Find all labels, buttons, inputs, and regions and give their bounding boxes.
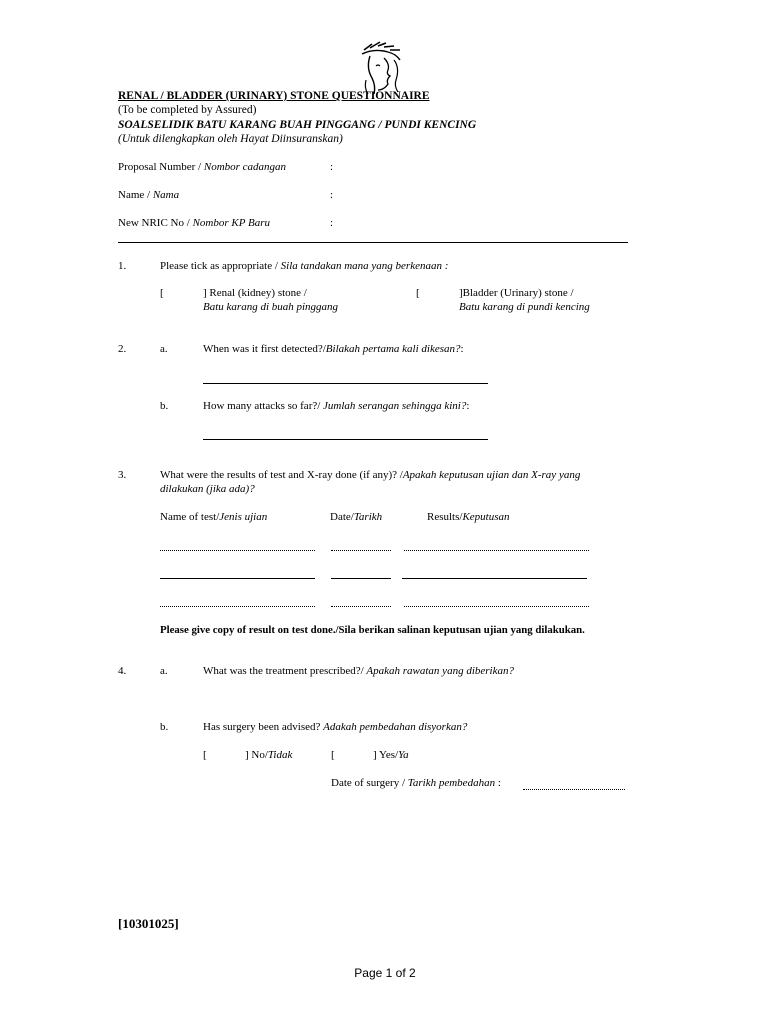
q2-number: 2. xyxy=(118,343,127,355)
q4b-label: b. xyxy=(160,721,169,733)
attacks-count-input[interactable] xyxy=(203,439,488,440)
copy-result-note: Please give copy of result on test done./Sila berikan salinan keputusan ujian yang dilakukan. xyxy=(160,624,585,636)
form-title-malay: SOALSELIDIK BATU KARANG BUAH PINGGANG / PUNDI KENCING xyxy=(118,119,477,131)
test-date-input-3[interactable] xyxy=(331,606,391,607)
first-detected-input[interactable] xyxy=(203,383,488,384)
nric-colon: : xyxy=(330,217,334,229)
form-title: RENAL / BLADDER (URINARY) STONE QUESTIONNAIRE xyxy=(118,90,430,102)
test-result-input-3[interactable] xyxy=(404,606,589,607)
form-subtitle: (To be completed by Assured) xyxy=(118,104,257,116)
surgery-yes-checkbox[interactable]: [ xyxy=(331,749,335,761)
name-input[interactable] xyxy=(342,186,622,204)
surgery-yes-label: ] Yes/Ya xyxy=(373,749,409,761)
q3-text-line1: What were the results of test and X-ray done (if any)? /Apakah keputusan ujian dan X-ray yang xyxy=(160,469,581,481)
q1-text: Please tick as appropriate / Sila tandakan mana yang berkenaan : xyxy=(160,260,449,272)
bladder-stone-label-malay: Batu karang di pundi kencing xyxy=(459,301,590,313)
test-result-input-1[interactable] xyxy=(404,550,589,551)
renal-stone-label-malay: Batu karang di buah pinggang xyxy=(203,301,339,313)
test-date-header: Date/Tarikh xyxy=(330,511,383,523)
test-name-input-1[interactable] xyxy=(160,550,315,551)
q4a-text: What was the treatment prescribed?/ Apakah rawatan yang diberikan? xyxy=(203,665,514,677)
header-divider xyxy=(118,242,628,243)
proposal-number-input[interactable] xyxy=(342,158,622,176)
page-number: Page 1 of 2 xyxy=(354,966,416,980)
nric-label: New NRIC No / Nombor KP Baru xyxy=(118,217,270,229)
bladder-stone-checkbox[interactable]: [ xyxy=(416,287,420,299)
form-subtitle-malay: (Untuk dilengkapkan oleh Hayat Diinsuranskan) xyxy=(118,133,343,145)
q1-number: 1. xyxy=(118,260,127,272)
q2b-text: How many attacks so far?/ Jumlah serangan sehingga kini?: xyxy=(203,400,470,412)
q2a-text: When was it first detected?/Bilakah pertama kali dikesan?: xyxy=(203,343,464,355)
bladder-stone-label: ]Bladder (Urinary) stone / xyxy=(459,287,574,299)
test-date-input-2[interactable] xyxy=(331,578,391,579)
surgery-no-label: ] No/Tidak xyxy=(245,749,293,761)
q4-number: 4. xyxy=(118,665,127,677)
q4a-label: a. xyxy=(160,665,168,677)
surgery-date-input[interactable] xyxy=(523,789,625,790)
test-name-input-2[interactable] xyxy=(160,578,315,579)
test-name-input-3[interactable] xyxy=(160,606,315,607)
renal-stone-label: ] Renal (kidney) stone / xyxy=(203,287,307,299)
proposal-number-colon: : xyxy=(330,161,334,173)
renal-stone-checkbox[interactable]: [ xyxy=(160,287,164,299)
q2b-label: b. xyxy=(160,400,169,412)
test-result-input-2[interactable] xyxy=(402,578,587,579)
test-results-header: Results/Keputusan xyxy=(427,511,510,523)
surgery-date-label: Date of surgery / Tarikh pembedahan : xyxy=(331,777,501,789)
test-name-header: Name of test/Jenis ujian xyxy=(160,511,268,523)
q2a-label: a. xyxy=(160,343,168,355)
q3-text-line2: dilakukan (jika ada)? xyxy=(160,483,255,495)
q3-number: 3. xyxy=(118,469,127,481)
name-label: Name / Nama xyxy=(118,189,180,201)
form-code: [10301025] xyxy=(118,916,179,931)
proposal-number-label: Proposal Number / Nombor cadangan xyxy=(118,161,287,173)
nric-input[interactable] xyxy=(342,214,622,232)
surgery-no-checkbox[interactable]: [ xyxy=(203,749,207,761)
q4b-text: Has surgery been advised? Adakah pembedahan disyorkan? xyxy=(203,721,468,733)
test-date-input-1[interactable] xyxy=(331,550,391,551)
name-colon: : xyxy=(330,189,334,201)
